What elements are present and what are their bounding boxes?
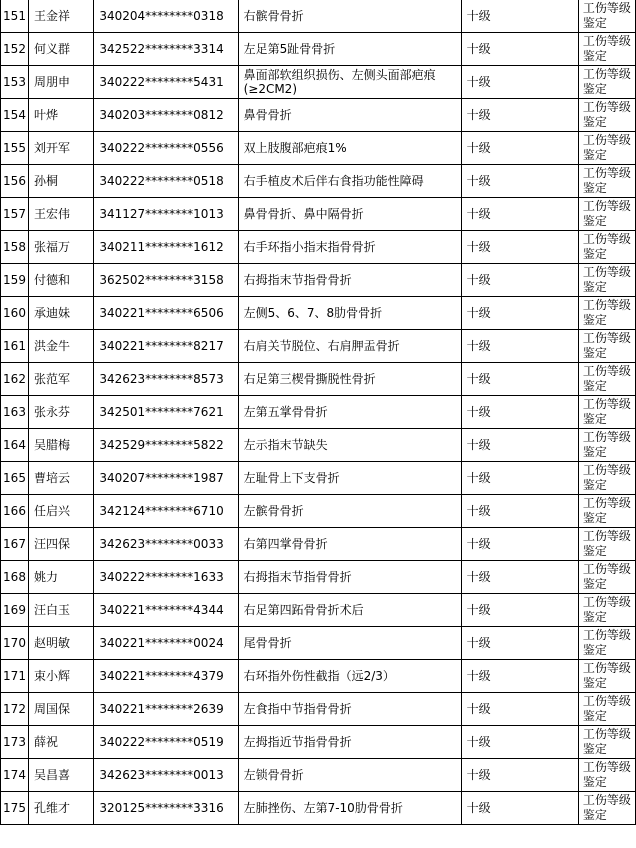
diagnosis-cell: 右拇指末节指骨骨折	[238, 264, 461, 297]
assessment-type-cell: 工伤等级鉴定	[578, 660, 635, 693]
disability-level-cell: 十级	[461, 792, 578, 825]
table-row	[1, 297, 636, 330]
diagnosis-cell: 左示指末节缺失	[238, 429, 461, 462]
id-number-cell: 340221********4379	[94, 660, 238, 693]
diagnosis-cell: 鼻骨骨折	[238, 99, 461, 132]
row-number-cell: 161	[1, 330, 29, 363]
worker-name-cell: 曹培云	[29, 462, 94, 495]
worker-name-cell: 薛祝	[29, 726, 94, 759]
row-number-cell: 174	[1, 759, 29, 792]
table-row	[1, 594, 636, 627]
disability-level-cell: 十级	[461, 660, 578, 693]
table-row	[1, 726, 636, 759]
assessment-type-cell: 工伤等级鉴定	[578, 297, 635, 330]
disability-level-cell: 十级	[461, 132, 578, 165]
diagnosis-cell: 右髌骨骨折	[238, 0, 461, 33]
row-number-cell: 157	[1, 198, 29, 231]
disability-level-cell: 十级	[461, 693, 578, 726]
table-row	[1, 0, 636, 33]
worker-name-cell: 周朋申	[29, 66, 94, 99]
row-number-cell: 156	[1, 165, 29, 198]
disability-level-cell: 十级	[461, 297, 578, 330]
worker-name-cell: 束小辉	[29, 660, 94, 693]
assessment-type-cell: 工伤等级鉴定	[578, 198, 635, 231]
worker-name-cell: 付德和	[29, 264, 94, 297]
diagnosis-cell: 左髌骨骨折	[238, 495, 461, 528]
diagnosis-cell: 左足第5趾骨骨折	[238, 33, 461, 66]
assessment-type-cell: 工伤等级鉴定	[578, 594, 635, 627]
disability-level-cell: 十级	[461, 363, 578, 396]
assessment-type-cell: 工伤等级鉴定	[578, 759, 635, 792]
diagnosis-cell: 右第四掌骨骨折	[238, 528, 461, 561]
row-number-cell: 151	[1, 0, 29, 33]
assessment-type-cell: 工伤等级鉴定	[578, 462, 635, 495]
disability-level-cell: 十级	[461, 495, 578, 528]
worker-name-cell: 张永芬	[29, 396, 94, 429]
row-number-cell: 171	[1, 660, 29, 693]
disability-level-cell: 十级	[461, 198, 578, 231]
assessment-type-cell: 工伤等级鉴定	[578, 693, 635, 726]
diagnosis-cell: 左锁骨骨折	[238, 759, 461, 792]
id-number-cell: 340221********6506	[94, 297, 238, 330]
table-row	[1, 495, 636, 528]
disability-level-cell: 十级	[461, 594, 578, 627]
worker-name-cell: 汪四保	[29, 528, 94, 561]
assessment-type-cell: 工伤等级鉴定	[578, 726, 635, 759]
disability-level-cell: 十级	[461, 726, 578, 759]
worker-name-cell: 孙桐	[29, 165, 94, 198]
diagnosis-cell: 左拇指近节指骨骨折	[238, 726, 461, 759]
disability-level-cell: 十级	[461, 429, 578, 462]
id-number-cell: 342623********0013	[94, 759, 238, 792]
assessment-type-cell: 工伤等级鉴定	[578, 33, 635, 66]
id-number-cell: 342124********6710	[94, 495, 238, 528]
worker-name-cell: 洪金牛	[29, 330, 94, 363]
row-number-cell: 173	[1, 726, 29, 759]
disability-level-cell: 十级	[461, 99, 578, 132]
diagnosis-cell: 鼻面部软组织损伤、左侧头面部疤痕(≥2CM2)	[238, 66, 461, 99]
assessment-type-cell: 工伤等级鉴定	[578, 429, 635, 462]
row-number-cell: 169	[1, 594, 29, 627]
worker-name-cell: 承迪妹	[29, 297, 94, 330]
diagnosis-cell: 右拇指末节指骨骨折	[238, 561, 461, 594]
id-number-cell: 362502********3158	[94, 264, 238, 297]
row-number-cell: 152	[1, 33, 29, 66]
row-number-cell: 166	[1, 495, 29, 528]
table-row	[1, 330, 636, 363]
worker-name-cell: 姚力	[29, 561, 94, 594]
disability-level-cell: 十级	[461, 66, 578, 99]
table-row	[1, 693, 636, 726]
id-number-cell: 340221********2639	[94, 693, 238, 726]
row-number-cell: 168	[1, 561, 29, 594]
table-row	[1, 561, 636, 594]
id-number-cell: 340203********0812	[94, 99, 238, 132]
table-row	[1, 429, 636, 462]
row-number-cell: 160	[1, 297, 29, 330]
id-number-cell: 340211********1612	[94, 231, 238, 264]
assessment-type-cell: 工伤等级鉴定	[578, 528, 635, 561]
worker-name-cell: 吴昌喜	[29, 759, 94, 792]
table-row	[1, 99, 636, 132]
id-number-cell: 340222********5431	[94, 66, 238, 99]
diagnosis-cell: 左食指中节指骨骨折	[238, 693, 461, 726]
diagnosis-cell: 右手植皮术后伴右食指功能性障碍	[238, 165, 461, 198]
id-number-cell: 340221********4344	[94, 594, 238, 627]
table-row	[1, 396, 636, 429]
table-body	[1, 0, 636, 825]
disability-level-cell: 十级	[461, 231, 578, 264]
id-number-cell: 342529********5822	[94, 429, 238, 462]
id-number-cell: 342501********7621	[94, 396, 238, 429]
worker-name-cell: 张福万	[29, 231, 94, 264]
diagnosis-cell: 右肩关节脱位、右肩胛盂骨折	[238, 330, 461, 363]
row-number-cell: 153	[1, 66, 29, 99]
assessment-type-cell: 工伤等级鉴定	[578, 132, 635, 165]
row-number-cell: 167	[1, 528, 29, 561]
worker-name-cell: 孔维才	[29, 792, 94, 825]
worker-name-cell: 刘开军	[29, 132, 94, 165]
worker-name-cell: 汪白玉	[29, 594, 94, 627]
disability-level-cell: 十级	[461, 0, 578, 33]
row-number-cell: 163	[1, 396, 29, 429]
diagnosis-cell: 左耻骨上下支骨折	[238, 462, 461, 495]
worker-name-cell: 王宏伟	[29, 198, 94, 231]
table-row	[1, 231, 636, 264]
disability-level-cell: 十级	[461, 165, 578, 198]
assessment-type-cell: 工伤等级鉴定	[578, 627, 635, 660]
diagnosis-cell: 左肺挫伤、左第7-10肋骨骨折	[238, 792, 461, 825]
diagnosis-cell: 双上肢腹部疤痕1%	[238, 132, 461, 165]
id-number-cell: 340204********0318	[94, 0, 238, 33]
assessment-type-cell: 工伤等级鉴定	[578, 396, 635, 429]
disability-level-cell: 十级	[461, 528, 578, 561]
id-number-cell: 341127********1013	[94, 198, 238, 231]
id-number-cell: 340222********0519	[94, 726, 238, 759]
id-number-cell: 340207********1987	[94, 462, 238, 495]
table-row	[1, 792, 636, 825]
id-number-cell: 340222********1633	[94, 561, 238, 594]
diagnosis-cell: 右环指外伤性截指（远2/3）	[238, 660, 461, 693]
row-number-cell: 155	[1, 132, 29, 165]
table-row	[1, 66, 636, 99]
row-number-cell: 172	[1, 693, 29, 726]
id-number-cell: 340222********0518	[94, 165, 238, 198]
id-number-cell: 340221********0024	[94, 627, 238, 660]
row-number-cell: 158	[1, 231, 29, 264]
disability-level-cell: 十级	[461, 462, 578, 495]
row-number-cell: 162	[1, 363, 29, 396]
disability-level-cell: 十级	[461, 264, 578, 297]
table-row	[1, 528, 636, 561]
assessment-type-cell: 工伤等级鉴定	[578, 561, 635, 594]
assessment-type-cell: 工伤等级鉴定	[578, 66, 635, 99]
table-row	[1, 462, 636, 495]
assessment-type-cell: 工伤等级鉴定	[578, 0, 635, 33]
assessment-type-cell: 工伤等级鉴定	[578, 264, 635, 297]
row-number-cell: 164	[1, 429, 29, 462]
table-row	[1, 264, 636, 297]
table-row	[1, 363, 636, 396]
diagnosis-cell: 鼻骨骨折、鼻中隔骨折	[238, 198, 461, 231]
diagnosis-cell: 左侧5、6、7、8肋骨骨折	[238, 297, 461, 330]
diagnosis-cell: 右足第四跖骨骨折术后	[238, 594, 461, 627]
row-number-cell: 154	[1, 99, 29, 132]
worker-name-cell: 赵明敏	[29, 627, 94, 660]
id-number-cell: 320125********3316	[94, 792, 238, 825]
diagnosis-cell: 右手环指小指末指骨骨折	[238, 231, 461, 264]
assessment-type-cell: 工伤等级鉴定	[578, 495, 635, 528]
id-number-cell: 342623********8573	[94, 363, 238, 396]
worker-name-cell: 吴腊梅	[29, 429, 94, 462]
table-row	[1, 627, 636, 660]
assessment-type-cell: 工伤等级鉴定	[578, 165, 635, 198]
worker-name-cell: 周国保	[29, 693, 94, 726]
assessment-type-cell: 工伤等级鉴定	[578, 231, 635, 264]
id-number-cell: 342623********0033	[94, 528, 238, 561]
assessment-type-cell: 工伤等级鉴定	[578, 792, 635, 825]
disability-level-cell: 十级	[461, 627, 578, 660]
table-row	[1, 33, 636, 66]
disability-level-cell: 十级	[461, 33, 578, 66]
diagnosis-cell: 左第五掌骨骨折	[238, 396, 461, 429]
table-row	[1, 165, 636, 198]
table-row	[1, 198, 636, 231]
table-row	[1, 759, 636, 792]
disability-level-cell: 十级	[461, 330, 578, 363]
id-number-cell: 342522********3314	[94, 33, 238, 66]
row-number-cell: 170	[1, 627, 29, 660]
row-number-cell: 165	[1, 462, 29, 495]
worker-name-cell: 叶烨	[29, 99, 94, 132]
assessment-type-cell: 工伤等级鉴定	[578, 363, 635, 396]
row-number-cell: 175	[1, 792, 29, 825]
assessment-type-cell: 工伤等级鉴定	[578, 330, 635, 363]
row-number-cell: 159	[1, 264, 29, 297]
worker-name-cell: 张范军	[29, 363, 94, 396]
diagnosis-cell: 尾骨骨折	[238, 627, 461, 660]
table-row	[1, 660, 636, 693]
disability-level-cell: 十级	[461, 396, 578, 429]
worker-name-cell: 任启兴	[29, 495, 94, 528]
diagnosis-cell: 右足第三楔骨撕脱性骨折	[238, 363, 461, 396]
assessment-type-cell: 工伤等级鉴定	[578, 99, 635, 132]
worker-name-cell: 王金祥	[29, 0, 94, 33]
disability-level-cell: 十级	[461, 759, 578, 792]
id-number-cell: 340221********8217	[94, 330, 238, 363]
table-row	[1, 132, 636, 165]
id-number-cell: 340222********0556	[94, 132, 238, 165]
worker-name-cell: 何义群	[29, 33, 94, 66]
disability-level-cell: 十级	[461, 561, 578, 594]
